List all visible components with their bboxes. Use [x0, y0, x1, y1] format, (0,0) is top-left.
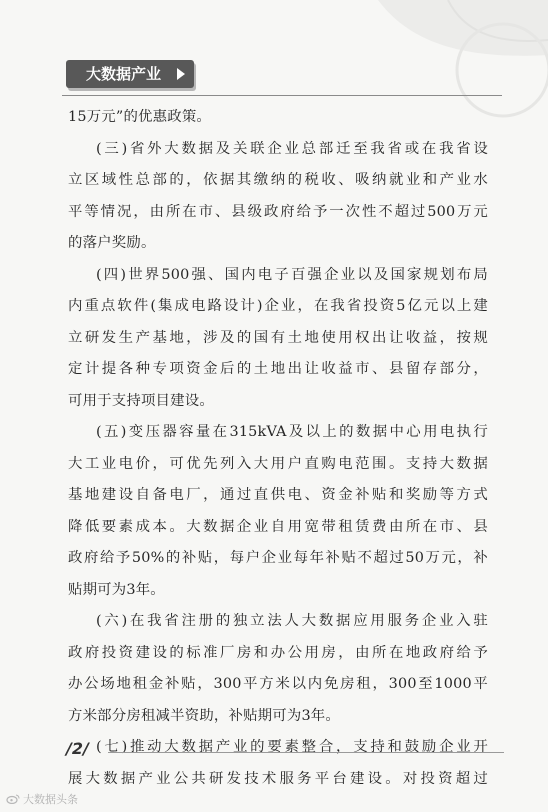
- text-line: 定计提各种专项资金后的土地出让收益市、县留存部分，: [68, 361, 488, 377]
- play-arrow-icon: [177, 68, 185, 80]
- text-line: 可用于支持项目建设。: [68, 392, 214, 409]
- text-line: 方米部分房租减半资助，补贴期可为3年。: [68, 707, 340, 724]
- watermark-text: 大数据头条: [23, 793, 78, 806]
- text-line: 立研发生产基地，涉及的国有土地使用权出让收益，按规: [68, 329, 488, 346]
- text-line: 办公场地租金补贴，300平方米以内免房租，300至1000平: [68, 676, 488, 692]
- text-line: (四)世界500强、国内电子百强企业以及国家规划布局: [96, 266, 488, 283]
- text-line: 15万元”的优惠政策。: [68, 109, 211, 125]
- text-line: (六)在我省注册的独立法人大数据应用服务企业入驻: [96, 613, 488, 629]
- document-body: [68, 102, 488, 795]
- weibo-logo-icon: [6, 794, 20, 804]
- text-line: 展大数据产业公共研发技术服务平台建设。对投资超过: [68, 770, 488, 787]
- text-line: 平等情况，由所在市、县级政府给予一次性不超过500万元: [68, 203, 488, 220]
- section-tab-label: 大数据产业: [86, 65, 162, 83]
- text-line: 政府投资建设的标准厂房和办公用房，由所在地政府给予: [68, 644, 488, 661]
- text-line: 政府给予50%的补贴，每户企业每年补贴不超过50万元，补: [68, 550, 488, 566]
- text-line: 基地建设自备电厂，通过直供电、资金补贴和奖励等方式: [68, 487, 488, 503]
- text-line: (七)推动大数据产业的要素整合，支持和鼓励企业开: [96, 739, 488, 755]
- text-line: 内重点软件(集成电路设计)企业，在我省投资5亿元以上建: [68, 298, 488, 314]
- text-line: 贴期可为3年。: [68, 581, 165, 598]
- watermark: [6, 791, 78, 807]
- section-tab: [66, 60, 194, 88]
- text-line: (三)省外大数据及关联企业总部迁至我省或在我省设: [96, 140, 488, 157]
- text-line: 的落户奖励。: [68, 235, 156, 251]
- page-number: /2/: [66, 739, 89, 758]
- footer-rule: [108, 752, 504, 753]
- text-line: 降低要素成本。大数据企业自用宽带租赁费由所在市、县: [68, 518, 488, 535]
- text-line: (五)变压器容量在315kVA及以上的数据中心用电执行: [96, 424, 488, 440]
- header-rule: [62, 95, 502, 96]
- text-line: 大工业电价，可优先列入大用户直购电范围。支持大数据: [68, 455, 488, 472]
- text-line: 立区域性总部的，依据其缴纳的税收、吸纳就业和产业水: [68, 172, 488, 188]
